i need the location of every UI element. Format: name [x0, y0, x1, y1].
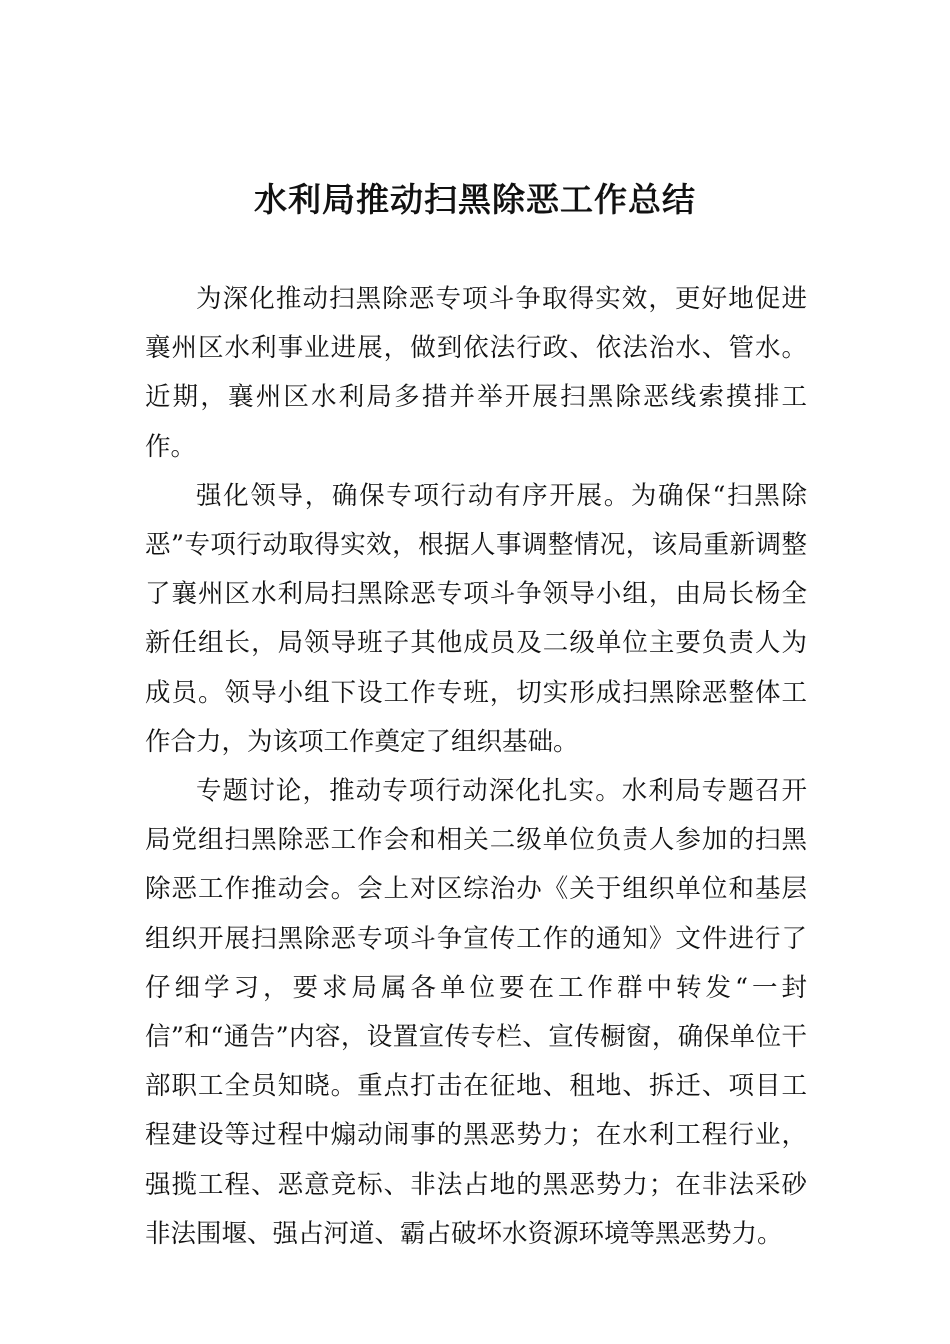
document-title: 水利局推动扫黑除恶工作总结: [254, 180, 696, 219]
paragraph-leadership: 强化领导，确保专项行动有序开展。为确保“扫黑除恶”专项行动取得实效，根据人事调整情况，该局重新调整了襄州区水利局扫黑除恶专项斗争领导小组，由局长杨全新任组长，局领导班子其他成员及二级单位主要负责人为成员。领导小组下设工作专班，切实形成扫黑除恶整体工作合力，为该项工作奠定了组织基础。: [145, 480, 807, 757]
document-body: [145, 275, 807, 1259]
paragraph-discussion: 专题讨论，推动专项行动深化扎实。水利局专题召开局党组扫黑除恶工作会和相关二级单位负责人参加的扫黑除恶工作推动会。会上对区综治办《关于组织单位和基层组织开展扫黑除恶专项斗争宣传工作的通知》文件进行了仔细学习，要求局属各单位要在工作群中转发“一封信”和“通告”内容，设置宣传专栏、宣传橱窗，确保单位干部职工全员知晓。重点打击在征地、租地、拆迁、项目工程建设等过程中煽动闹事的黑恶势力；在水利工程行业，强揽工程、恶意竞标、非法占地的黑恶势力；在非法采砂非法围堰、强占河道、霸占破坏水资源环境等黑恶势力。: [145, 776, 807, 1249]
paragraph-intro: 为深化推动扫黑除恶专项斗争取得实效，更好地促进襄州区水利事业进展，做到依法行政、依法治水、管水。近期，襄州区水利局多措并举开展扫黑除恶线索摸排工作。: [145, 284, 807, 462]
